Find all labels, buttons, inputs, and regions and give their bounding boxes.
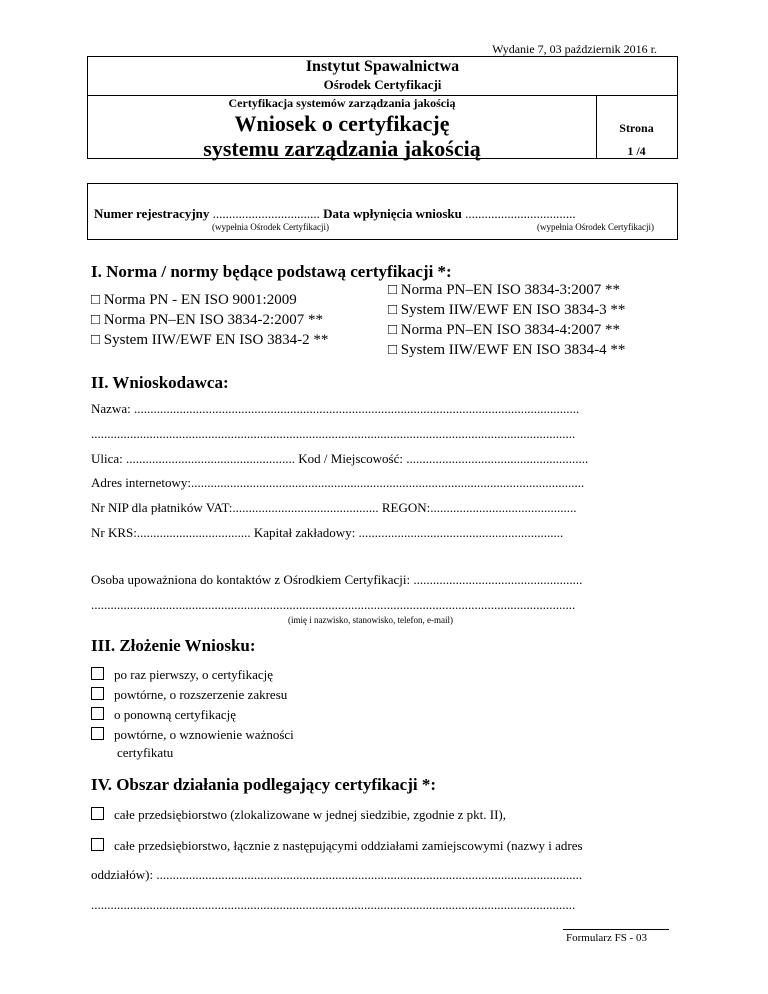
header-institute-row [88, 57, 677, 96]
section3-heading: III. Złożenie Wniosku: [91, 636, 256, 655]
page-number-cell [596, 95, 677, 158]
section2-heading: II. Wnioskodawca: [91, 373, 229, 392]
contact-person-field[interactable]: Osoba upoważniona do kontaktów z Ośrodkiem Certyfikacji: .................................................... [91, 572, 583, 587]
center-name: Ośrodek Certyfikacji [323, 77, 442, 92]
form-code: Formularz FS - 03 [566, 932, 647, 944]
std-option-3834-4[interactable]: □ Norma PN–EN ISO 3834-4:2007 ** [388, 322, 620, 338]
std-option-iiw-3834-4[interactable]: □ System IIW/EWF EN ISO 3834-4 ** [388, 342, 626, 358]
page-number: 1 /4 [627, 144, 646, 158]
contact-note: (imię i nazwisko, stanowisko, telefon, e-mail) [288, 615, 453, 625]
std-option-iiw-3834-3[interactable]: □ System IIW/EWF EN ISO 3834-3 ** [388, 302, 626, 318]
scope-option-whole[interactable]: całe przedsiębiorstwo (zlokalizowane w jednej siedzibie, zgodnie z pkt. II), [91, 805, 506, 824]
submission-option-extension[interactable]: powtórne, o rozszerzenie zakresu [91, 685, 287, 704]
contact-person-cont-field[interactable]: ..................................................................................................................................................... [91, 597, 576, 612]
submission-option-renewal-cont: certyfikatu [117, 745, 174, 760]
applicant-name-cont-field[interactable]: ..................................................................................................................................................... [91, 426, 576, 441]
section1-heading: I. Norma / normy będące podstawą certyfikacji *: [91, 262, 452, 281]
registration-number-field[interactable]: ................................. [209, 206, 324, 221]
registration-number-note: (wypełnia Ośrodek Certyfikacji) [212, 222, 329, 232]
submission-option-recert[interactable]: o ponowną certyfikację [91, 705, 236, 724]
submission-option-renewal[interactable]: powtórne, o wznowienie ważności [91, 725, 294, 744]
footer-rule [563, 929, 669, 930]
edition-date: Wydanie 7, 03 październik 2016 r. [492, 42, 657, 56]
website-field[interactable]: Adres internetowy:......................................................................................................................... [91, 475, 585, 490]
checkbox-icon[interactable] [91, 707, 104, 720]
form-title-line1: Wniosek o certyfikację [234, 111, 450, 136]
institute-name: Instytut Spawalnictwa [305, 58, 460, 75]
branches-cont-field[interactable]: ..................................................................................................................................................... [91, 897, 576, 912]
section4-heading: IV. Obszar działania podlegający certyfikacji *: [91, 775, 437, 794]
checkbox-icon[interactable] [91, 838, 104, 851]
form-header [87, 56, 678, 159]
checkbox-icon[interactable] [91, 687, 104, 700]
submission-option-first[interactable]: po raz pierwszy, o certyfikację [91, 665, 273, 684]
header-subtitle: Certyfikacja systemów zarządzania jakością [228, 96, 456, 110]
registration-box [87, 183, 678, 240]
scope-option-branches[interactable]: całe przedsiębiorstwo, łącznie z następującymi oddziałami zamiejscowymi (nazwy i adres [91, 836, 583, 855]
page-label: Strona [619, 121, 654, 135]
applicant-name-field[interactable]: Nazwa: ......................................................................................................................................... [91, 401, 580, 416]
std-option-9001[interactable]: □ Norma PN - EN ISO 9001:2009 [91, 292, 297, 308]
std-option-3834-3[interactable]: □ Norma PN–EN ISO 3834-3:2007 ** [388, 282, 620, 298]
nip-regon-field[interactable]: Nr NIP dla płatników VAT:............................................. REGON:............................................. [91, 500, 577, 515]
form-title-line2: systemu zarządzania jakością [203, 136, 481, 161]
std-option-3834-2[interactable]: □ Norma PN–EN ISO 3834-2:2007 ** [91, 312, 323, 328]
street-postcode-field[interactable]: Ulica: .................................................... Kod / Miejscowość: ........................................................ [91, 451, 589, 466]
checkbox-icon[interactable] [91, 807, 104, 820]
header-title-cell [88, 95, 597, 161]
receipt-date-note: (wypełnia Ośrodek Certyfikacji) [537, 222, 654, 232]
receipt-date-label: Data wpłynięcia wniosku [323, 206, 462, 221]
std-option-iiw-3834-2[interactable]: □ System IIW/EWF EN ISO 3834-2 ** [91, 332, 329, 348]
registration-line [94, 206, 576, 222]
branches-field[interactable]: oddziałów): ................................................................................................................................... [91, 867, 583, 882]
krs-capital-field[interactable]: Nr KRS:................................... Kapitał zakładowy: ............................................................... [91, 525, 564, 540]
registration-number-label: Numer rejestracyjny [94, 206, 210, 221]
checkbox-icon[interactable] [91, 667, 104, 680]
receipt-date-field[interactable]: .................................. [461, 206, 576, 221]
checkbox-icon[interactable] [91, 727, 104, 740]
